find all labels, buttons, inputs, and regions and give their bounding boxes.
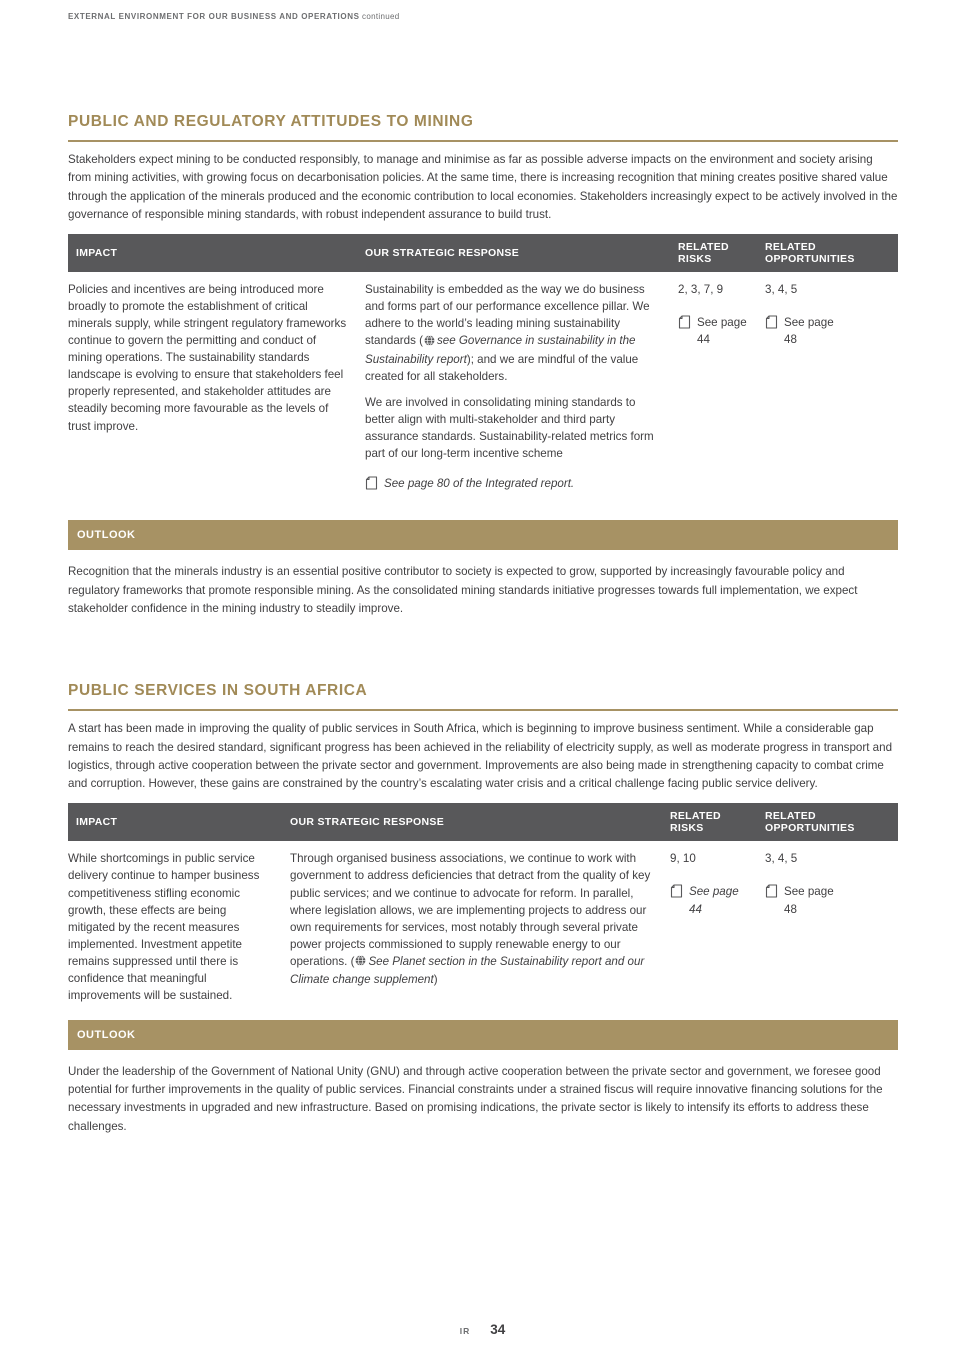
page-icon <box>765 884 778 903</box>
related-risks-values: 9, 10 <box>670 852 696 866</box>
section-title: PUBLIC AND REGULATORY ATTITUDES TO MINING <box>68 113 898 142</box>
column-header-response: OUR STRATEGIC RESPONSE <box>290 816 445 829</box>
response-cell <box>290 841 670 1013</box>
related-opportunities-cell <box>765 272 898 514</box>
column-header-opportunities: RELATED OPPORTUNITIES <box>765 810 855 835</box>
column-header-impact: IMPACT <box>76 247 118 260</box>
column-header-response: OUR STRATEGIC RESPONSE <box>365 247 520 260</box>
section-intro: Stakeholders expect mining to be conducted responsibly, to manage and minimise as far as possible adverse impacts on the environment and society arising from mining activities, with growing focus on decarbonisation policies. At the same time, there is increasing recognition that mining creates positive shared value through the application of the minerals produced and the economic contribution to local economies. Stakeholders increasingly expect to be actively involved in the governance of responsible mining standards, with robust independent assurance to build trust. <box>68 153 898 221</box>
impact-response-table <box>68 234 898 514</box>
table-row <box>68 272 898 514</box>
section-intro: A start has been made in improving the quality of public services in South Africa, which is beginning to improve business sentiment. While a considerable gap remains to reach the desired standard, significant progress has been achieved in the reliability of electricity supply, as well as moderate progress in transport and logistics, through active cooperation between the private sector and government. Improvements are also being made in strengthening capacity to combat crime and corruption. However, these gains are constrained by the country’s escalating water crisis and a critical challenge facing public service delivery. <box>68 722 893 791</box>
response-text: ) <box>433 973 438 987</box>
column-header-opportunities: RELATED OPPORTUNITIES <box>765 241 855 266</box>
page-footer <box>0 1322 965 1337</box>
section-public-regulatory-attitudes <box>68 113 898 618</box>
report-code: IR <box>459 1326 471 1336</box>
section-public-services-south-africa <box>68 682 898 1136</box>
response-cross-reference-italic: See Planet section in the Sustainability report and our Climate change supplement <box>290 954 645 987</box>
outlook-label: OUTLOOK <box>77 529 136 542</box>
running-head-suffix: continued <box>359 12 400 21</box>
response-paragraph-1 <box>290 850 652 988</box>
response-cell <box>365 272 678 514</box>
page-icon <box>765 315 778 334</box>
page-reference-text: See page 44 <box>697 316 747 347</box>
impact-response-table <box>68 803 898 1013</box>
page-icon <box>365 476 378 495</box>
response-cross-reference-italic: see Governance in sustainability in the Sustainability report <box>365 334 636 366</box>
page-reference-text: See page 80 of the Integrated report. <box>384 477 575 491</box>
table-row <box>68 841 898 1013</box>
page-reference <box>365 475 660 495</box>
related-opportunities-cell <box>765 841 898 1013</box>
response-text: Through organised business associations, we continue to work with government to address deficiencies that detract from the quality of key public services; and we continue to advocate for reform. In parallel, where legislation allows, we are implementing projects to address our own requirements for services, most notably through several private power projects commissioned to supply renewable energy to our operations. ( <box>290 852 651 968</box>
page-reference <box>678 314 747 348</box>
page-icon <box>678 315 691 334</box>
outlook-text: Recognition that the minerals industry is an essential positive contributor to society is expected to grow, supported by increasingly favourable policy and regulatory frameworks that promote responsible mining. As the consolidated mining standards initiative progresses towards full implementation, we expect stakeholder confidence in the mining industry to steadily improve. <box>68 565 858 615</box>
outlook-text: Under the leadership of the Government of National Unity (GNU) and through active cooperation between the private sector and government, we foresee good potential for further improvements in the quality of public services. Financial constraints under a strained fiscus will require innovative financing solutions for the necessary investments in upgraded and new infrastructure. Based on promising indications, the private sector is likely to intensify its efforts to address these challenges. <box>68 1064 883 1133</box>
column-header-risks: RELATED RISKS <box>670 810 721 835</box>
page-reference <box>765 883 880 917</box>
related-risks-values: 2, 3, 7, 9 <box>678 283 724 297</box>
globe-icon <box>355 954 366 971</box>
response-paragraph-1 <box>365 281 660 385</box>
page-reference-text: See page 48 <box>784 885 834 916</box>
related-opportunities-values: 3, 4, 5 <box>765 283 798 297</box>
page-reference <box>670 883 747 917</box>
column-header-risks: RELATED RISKS <box>678 241 729 266</box>
globe-icon <box>424 334 435 351</box>
column-header-impact: IMPACT <box>76 816 118 829</box>
related-risks-cell <box>678 272 765 514</box>
impact-text: Policies and incentives are being introduced more broadly to promote the establishment of critical minerals supply, while stringent regulatory frameworks continue to govern the permitting and conduct of mining operations. The sustainability standards landscape is evolving to ensure that stakeholders feel properly represented, and stakeholder attitudes are steadily becoming more favourable as the levels of trust improve. <box>68 283 347 433</box>
outlook-label: OUTLOOK <box>77 1028 136 1041</box>
page-reference-text: See page 44 <box>689 885 739 916</box>
related-risks-cell <box>670 841 765 1013</box>
response-text: Sustainability is embedded as the way we do business and forms part of our performance excellence pillar. We adhere to the world’s leading mining sustainability standards ( <box>365 283 650 348</box>
impact-cell <box>68 272 365 514</box>
running-head-title: EXTERNAL ENVIRONMENT FOR OUR BUSINESS AND OPERATIONS <box>68 12 360 21</box>
outlook-heading-bar <box>68 1020 898 1050</box>
table-header-row <box>68 234 898 272</box>
response-paragraph-2: We are involved in consolidating mining standards to better align with multi-stakeholder and third party assurance standards. Sustainability-related metrics form part of our long-term incentive scheme <box>365 395 654 461</box>
impact-cell <box>68 841 290 1013</box>
page-number: 34 <box>490 1322 506 1337</box>
outlook-heading-bar <box>68 520 898 550</box>
page-icon <box>670 884 683 903</box>
table-header-row <box>68 803 898 841</box>
response-text: ); and we are mindful of the value created for all stakeholders. <box>365 352 639 383</box>
running-head <box>68 12 898 21</box>
page-reference-text: See page 48 <box>784 316 834 347</box>
impact-text: While shortcomings in public service delivery continue to hamper business competitiveness stifling economic growth, these effects are being mitigated by the recent measures implemented. Investment appetite remains suppressed until there is confidence that meaningful improvements will be sustained. <box>68 852 260 1002</box>
page-reference <box>765 314 880 348</box>
related-opportunities-values: 3, 4, 5 <box>765 852 798 866</box>
section-title: PUBLIC SERVICES IN SOUTH AFRICA <box>68 682 898 711</box>
